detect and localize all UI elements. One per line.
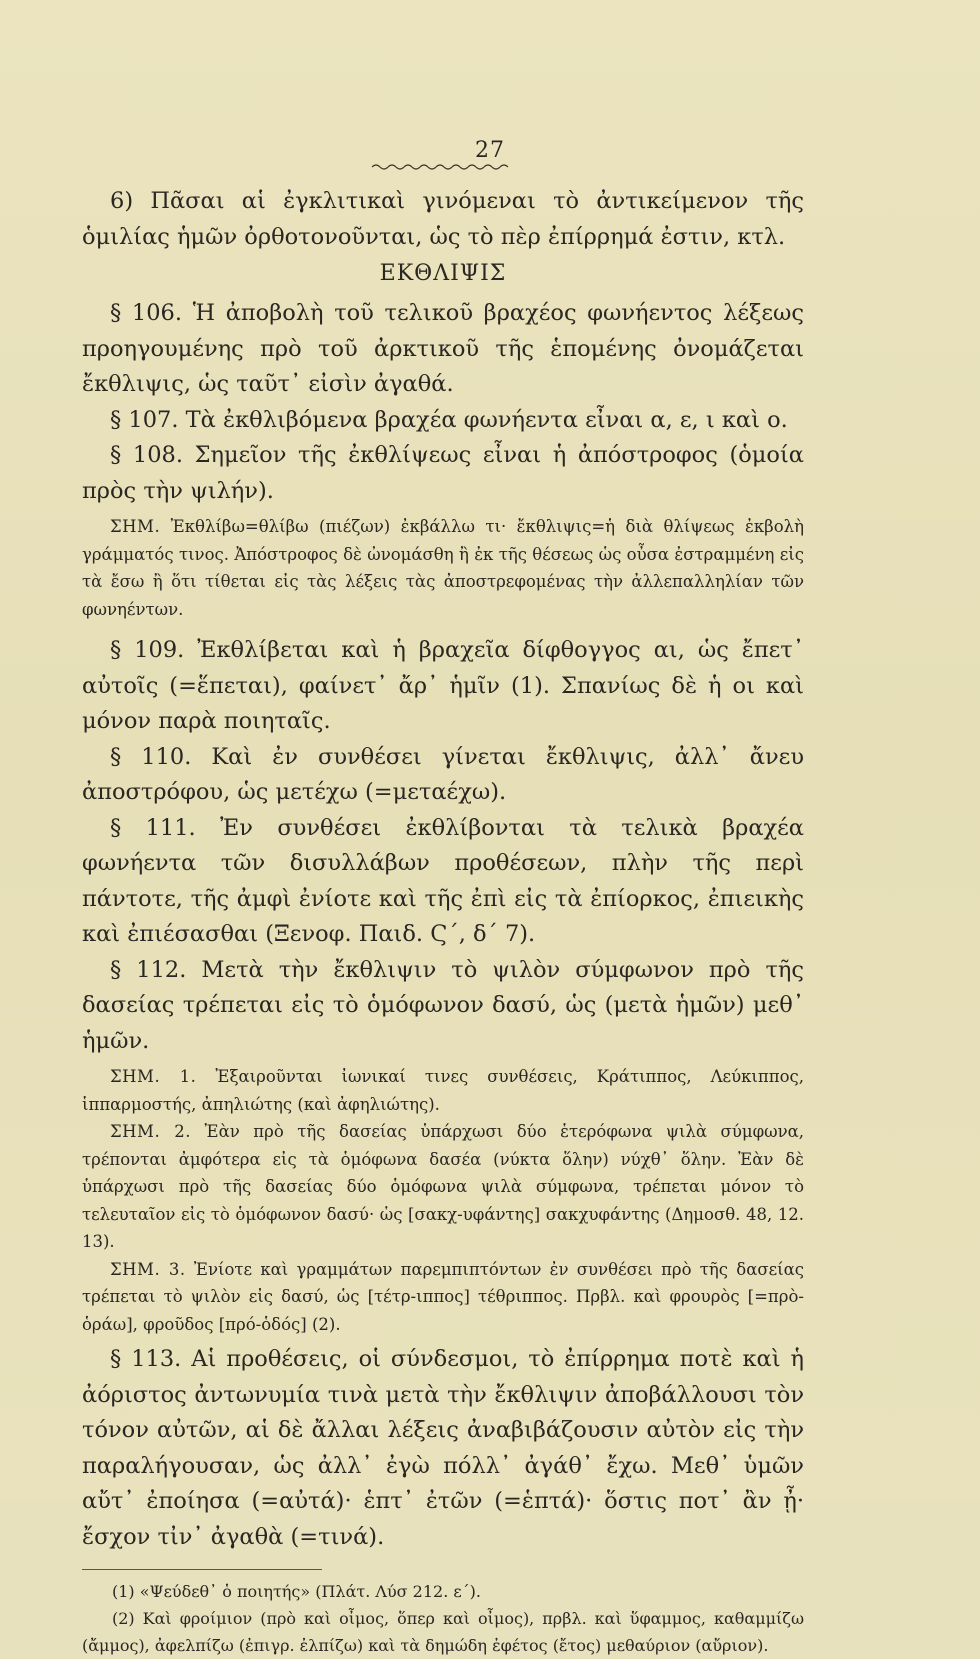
paragraph-110: § 110. Καὶ ἐν συνθέσει γίνεται ἔκθλιψις, ἀλλ᾽ ἄνευ ἀποστρόφου, ὡς μετέχω (=μεταέχω). <box>82 743 804 805</box>
note-text: Ἐκθλίβω=θλίβω (πιέζων) ἐκβάλλω τι· ἔκθλιψις=ἡ διὰ θλίψεως ἐκβολὴ γράμματός τινος. Ἀπόστροφος δὲ ὠνομάσθη ἢ ἐκ τῆς θέσεως ὡς οὖσα ἐστραμμένη εἰς τὰ ἔσω ἢ ὅτι τίθεται εἰς τὰς λέξεις τὰς ἀποστρεφομένας τὴν ἀλλεπαλληλίαν τῶν φωνηέντων. <box>82 517 804 619</box>
note-text: Ἐξαιροῦνται ἰωνικαί τινες συνθέσεις, Κράτιππος, Λεύκιππος, ἱππαρμοστής, ἀπηλιώτης (καὶ ἀφηλιώτης). <box>82 1067 804 1114</box>
paragraph-6: 6) Πᾶσαι αἱ ἐγκλιτικαὶ γινόμεναι τὸ ἀντικείμενον τῆς ὁμιλίας ἡμῶν ὀρθοτονοῦνται, ὡς τὸ πὲρ ἐπίρρημά ἐστιν, κτλ. <box>82 188 804 250</box>
page-number: 27 <box>475 138 505 163</box>
paragraph-113: § 113. Αἱ προθέσεις, οἱ σύνδεσμοι, τὸ ἐπίρρημα ποτὲ καὶ ἡ ἀόριστος ἀντωνυμία τινὰ μετὰ τὴν ἔκθλιψιν ἀποβάλλουσι τὸν τόνον αὐτῶν, αἱ δὲ ἄλλαι λέξεις ἀναβιβάζουσιν αὐτὸν εἰς τὴν παραλήγουσαν, ὡς ἀλλ᾽ ἐγὼ πόλλ᾽ ἀγάθ᾽ ἔχω. Μεθ᾽ ὑμῶν αὔτ᾽ ἐποίησα (=αὐτά)· ἑπτ᾽ ἐτῶν (=ἑπτά)· ὅστις ποτ᾽ ἂν ᾖ· ἔσχον τἰν᾽ ἀγαθὰ (=τινά). <box>82 1346 804 1550</box>
note-label: ΣΗΜ. 2. <box>110 1122 191 1141</box>
page-body <box>82 138 804 1659</box>
note-label: ΣΗΜ. 1. <box>110 1067 197 1086</box>
paragraph-107: § 107. Τὰ ἐκθλιβόμενα βραχέα φωνήεντα εἶναι α, ε, ι καὶ ο. <box>110 406 788 433</box>
note-label: ΣΗΜ. <box>110 517 161 536</box>
note-text: Ἐὰν πρὸ τῆς δασείας ὑπάρχωσι δύο ἑτερόφωνα ψιλὰ σύμφωνα, τρέπονται ἀμφότερα εἰς τὰ ὁμόφωνα δασέα (νύκτα ὅλην) νύχθ᾽ ὅλην. Ἐὰν δὲ ὑπάρχωσι πρὸ τῆς δασείας δύο ὁμόφωνα ψιλὰ σύμφωνα, τρέπεται μόνον τὸ τελευταῖον εἰς τὸ ὁμόφωνον δασύ· ὡς [σακχ-υφάντης] σακχυφάντης (Δημοσθ. 48, 12. 13). <box>82 1122 805 1251</box>
footnote-2: (2) Καὶ φροίμιον (πρὸ καὶ οἶμος, ὅπερ καὶ οἶμος), πρβλ. καὶ ὕφαμμος, καθαμμίζω (ἄμμος), ἀφελπίζω (ἐπιγρ. ἐλπίζω) καὶ τὰ δημώδη ἐφέτος (ἔτος) μεθαύριον (αὔριον). <box>82 1609 804 1655</box>
note-108 <box>82 513 804 623</box>
note-label: ΣΗΜ. 3. <box>110 1259 186 1279</box>
note-112-1 <box>82 1063 804 1118</box>
footnote-divider <box>82 1569 322 1570</box>
paragraph-108: § 108. Σημεῖον τῆς ἐκθλίψεως εἶναι ἡ ἀπόστροφος (ὁμοία πρὸς τὴν ψιλήν). <box>82 442 804 504</box>
section-heading: ΕΚΘΛΙΨΙΣ <box>379 261 507 286</box>
note-text: Ἐνίοτε καὶ γραμμάτων παρεμπιπτόντων ἐν συνθέσει πρὸ τῆς δασείας τρέπεται τὸ ψιλὸν εἰς δασύ, ὡς [τέτρ-ιππος] τέθριππος. Πρβλ. καὶ φρουρὸς [=πρὸ-ὁράω], φροῦδος [πρό-ὁδός] (2). <box>82 1259 804 1334</box>
note-112-2 <box>82 1118 804 1256</box>
paragraph-111: § 111. Ἐν συνθέσει ἐκθλίβονται τὰ τελικὰ βραχέα φωνήεντα τῶν δισυλλάβων προθέσεων, πλὴν τῆς περὶ πάντοτε, τῆς ἀμφὶ ἐνίοτε καὶ τῆς ἐπὶ εἰς τὰ ἐπίορκος, ἐπιεικὴς καὶ ἐπιέσασθαι (Ξενοφ. Παιδ. Ϛ΄, δ΄ 7). <box>82 814 804 947</box>
note-112-3 <box>82 1256 804 1339</box>
paragraph-109: § 109. Ἐκθλίβεται καὶ ἡ βραχεῖα δίφθογγος αι, ὡς ἔπετ᾽ αὐτοῖς (=ἕπεται), φαίνετ᾽ ἄρ᾽ ἡμῖν (1). Σπανίως δὲ ἡ οι καὶ μόνον παρὰ ποιηταῖς. <box>82 637 804 734</box>
paragraph-106: § 106. Ἡ ἀποβολὴ τοῦ τελικοῦ βραχέος φωνήεντος λέξεως προηγουμένης πρὸ τοῦ ἀρκτικοῦ τῆς ἑπομένης ὀνομάζεται ἔκθλιψις, ὡς ταῦτ᾽ εἰσὶν ἀγαθά. <box>82 300 804 397</box>
footnote-1: (1) «Ψεύδεθ᾽ ὁ ποιητής» (Πλάτ. Λύσ 212. ε΄). <box>112 1582 482 1601</box>
paragraph-112: § 112. Μετὰ τὴν ἔκθλιψιν τὸ ψιλὸν σύμφωνον πρὸ τῆς δασείας τρέπεται εἰς τὸ ὁμόφωνον δασύ, ὡς (μετὰ ἡμῶν) μεθ᾽ ἡμῶν. <box>82 956 804 1054</box>
